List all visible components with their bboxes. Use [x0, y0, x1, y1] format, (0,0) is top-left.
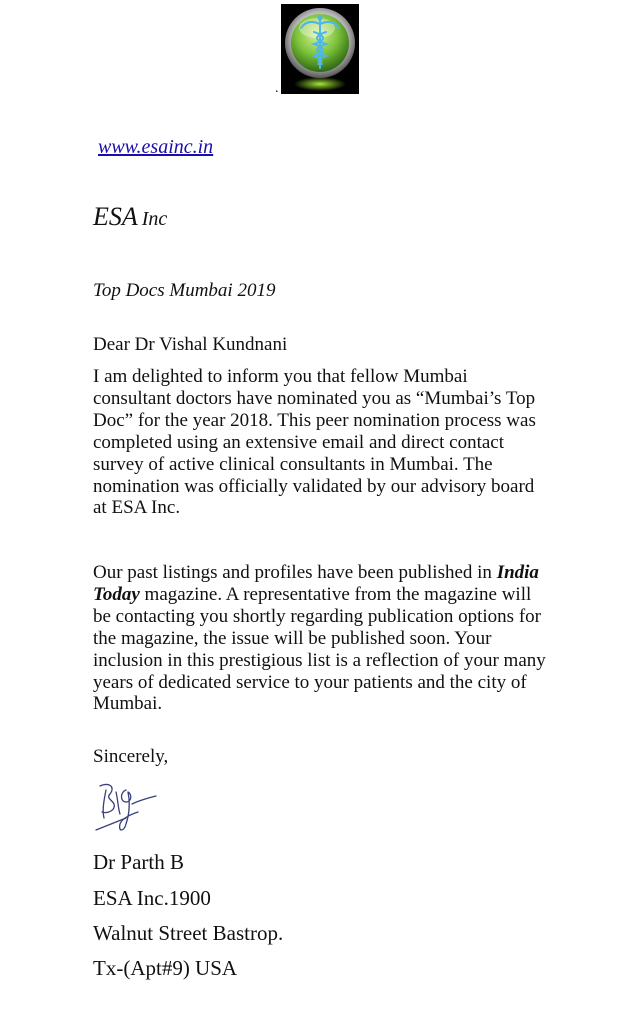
signatory-address-line-2: Walnut Street Bastrop.: [93, 921, 284, 945]
letter-paragraph-2: [93, 562, 548, 715]
handwritten-signature: [92, 778, 160, 838]
letter-subject: Top Docs Mumbai 2019: [93, 280, 276, 301]
paragraph-2-start: Our past listings and profiles have been published in: [93, 562, 497, 583]
letter-closing: Sincerely,: [93, 746, 169, 767]
caduceus-icon: [281, 4, 359, 94]
company-name: [93, 202, 167, 232]
letter-salutation: Dear Dr Vishal Kundnani: [93, 334, 288, 355]
signatory-address-line-1: ESA Inc.1900: [93, 886, 211, 910]
signatory-address-line-3: Tx-(Apt#9) USA: [93, 956, 238, 980]
company-name-suffix: Inc: [141, 208, 168, 230]
logo-dot: .: [275, 81, 279, 96]
magazine-name: India Today: [93, 562, 539, 605]
letter-paragraph-1: I am delighted to inform you that fellow Mumbai consultant doctors have nominated you as “Mumbai’s Top Doc” for the year 2018. This peer nomination process was completed using an extensive email and direct contact survey of active clinical consultants in Mumbai. The nomination was officially validated by our advisory board at ESA Inc.: [93, 366, 536, 519]
caduceus-logo: [281, 4, 359, 94]
website-link[interactable]: www.esainc.in: [98, 136, 214, 158]
signatory-name: Dr Parth B: [93, 850, 184, 874]
paragraph-2-end: magazine. A representative from the magazine will be contacting you shortly regarding publication options for the magazine, the issue will be published soon. Your inclusion in this prestigious list is a reflection of your many years of dedicated service to your patients and the city of Mumbai.: [93, 583, 546, 715]
company-name-main: ESA: [93, 202, 138, 231]
